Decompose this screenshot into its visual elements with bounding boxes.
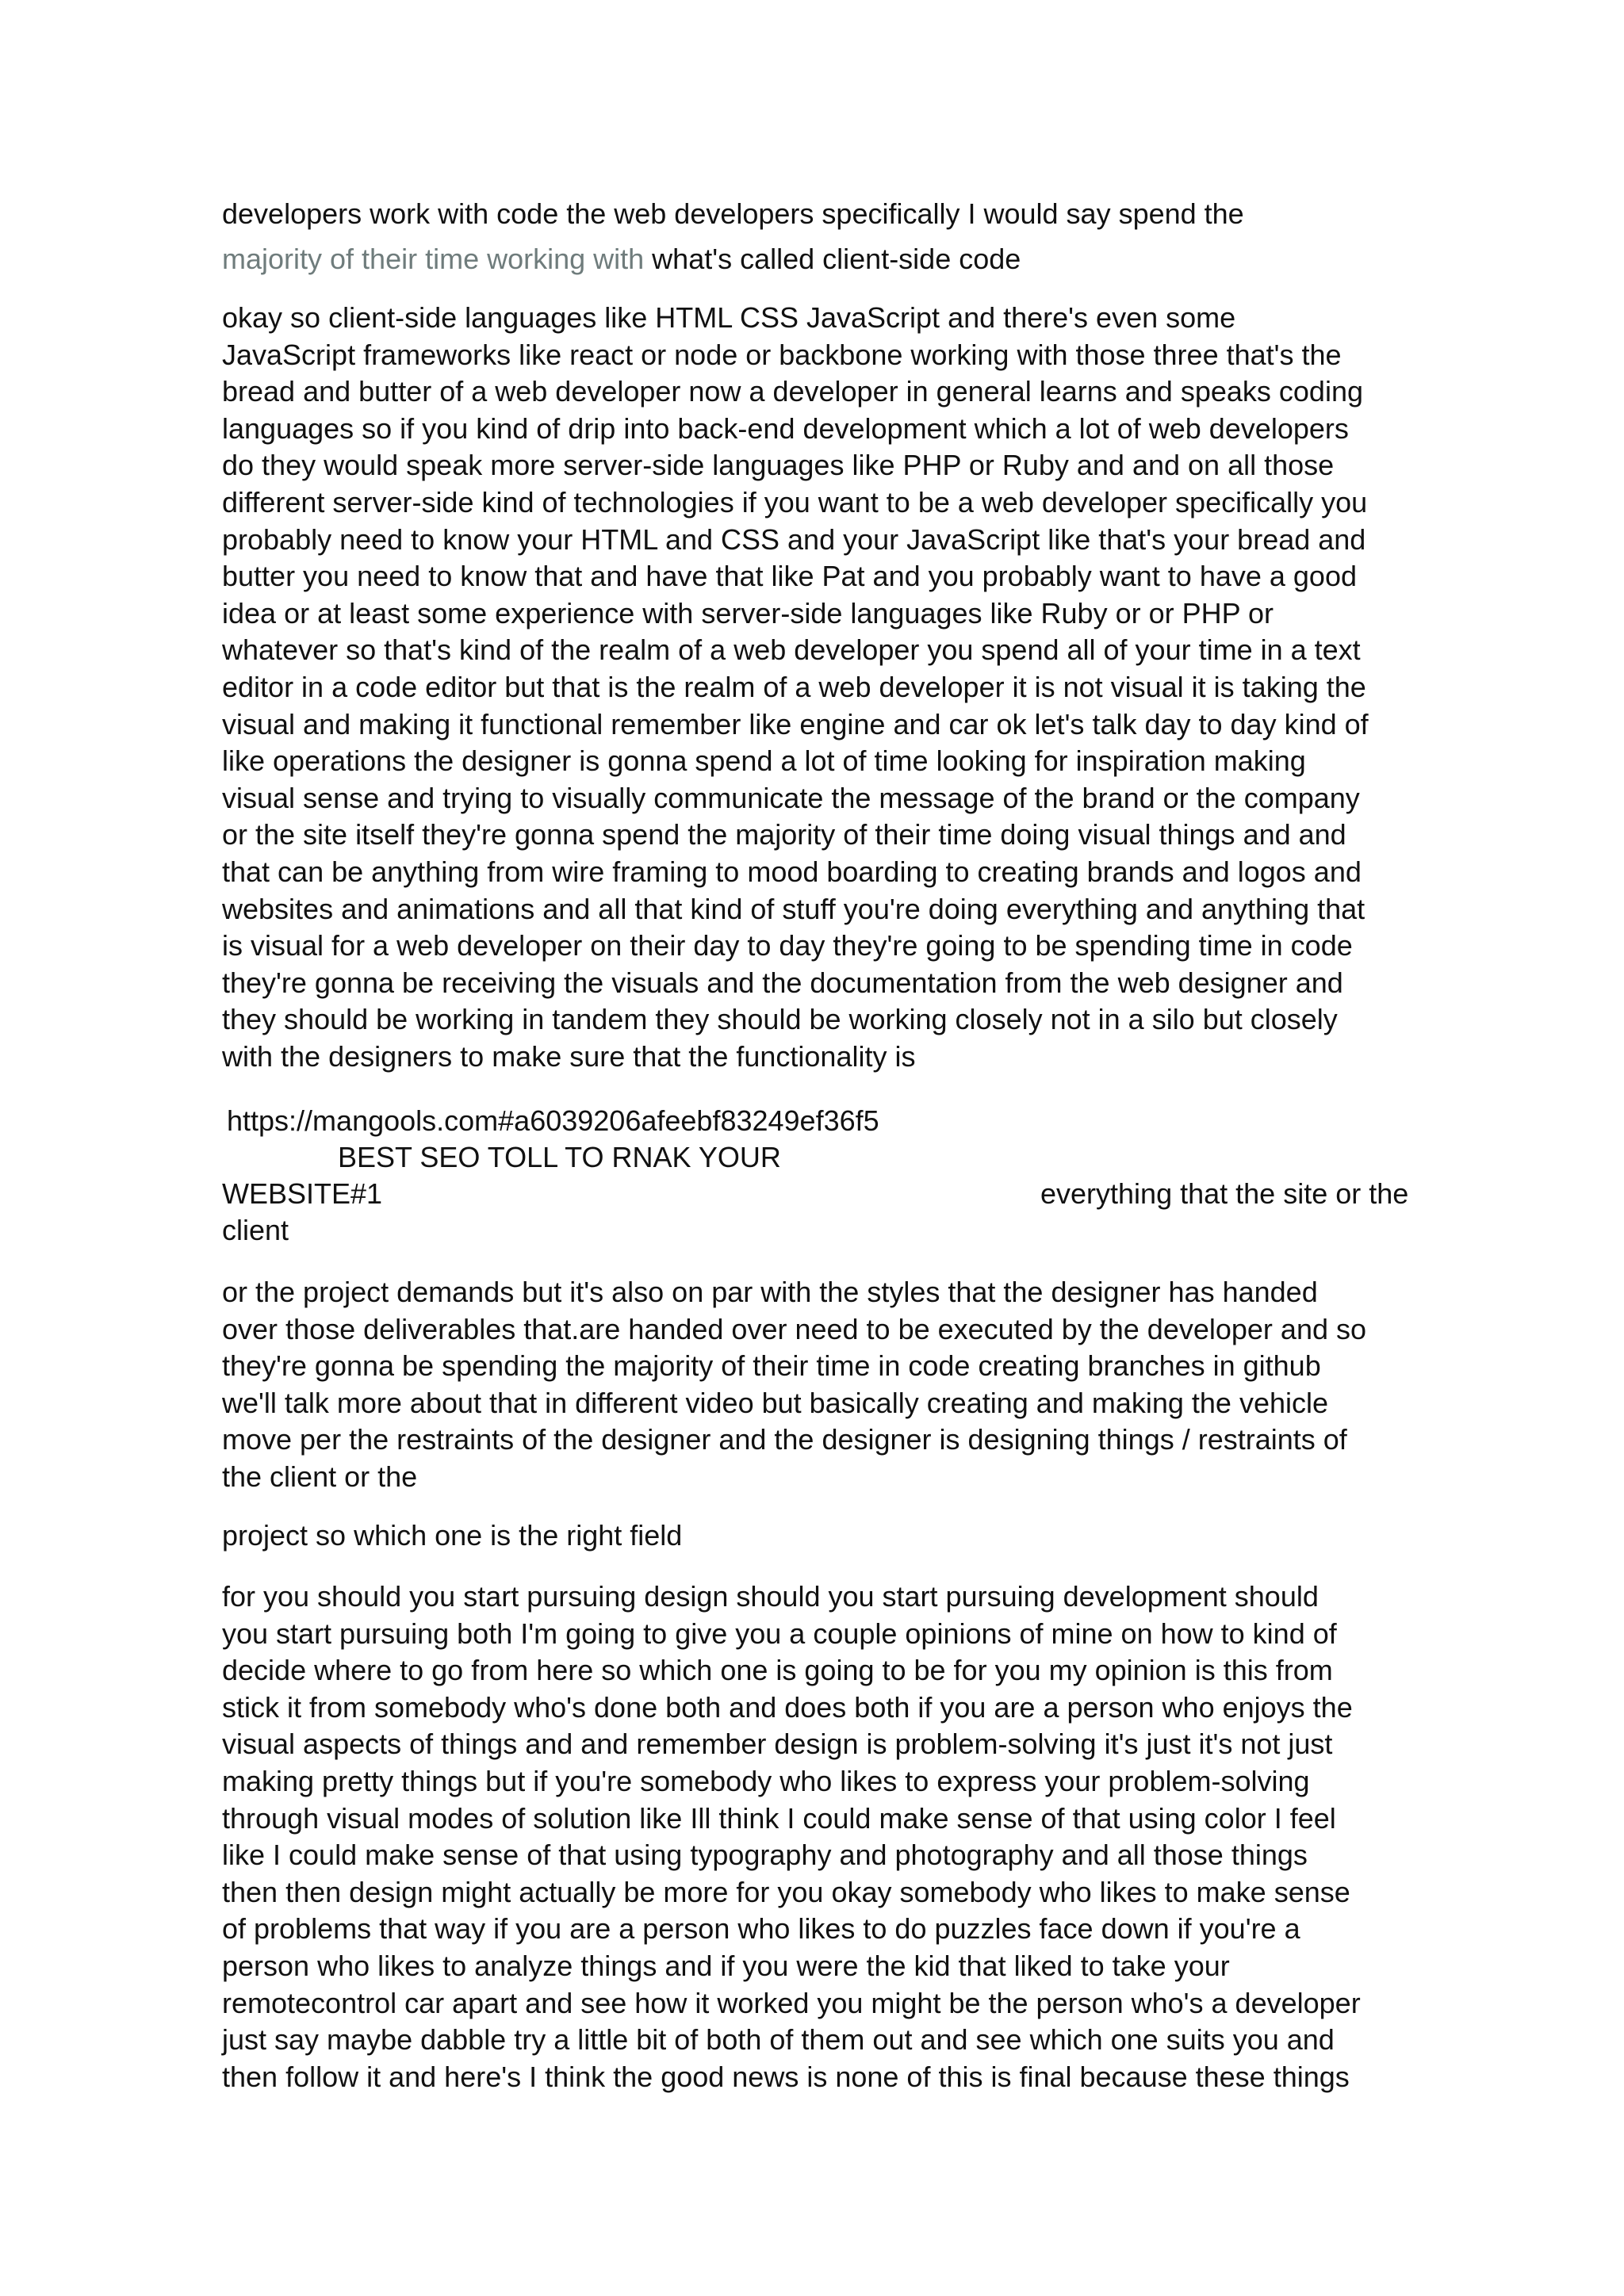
right-column-text: everything that the site or the bbox=[1040, 1177, 1409, 1210]
paragraph1-line: bread and butter of a web developer now a developer in general learns and speaks coding bbox=[222, 375, 1363, 408]
paragraph4-line: for you should you start pursuing design should you start pursuing development should bbox=[222, 1580, 1319, 1613]
url-text: https://mangools.com#a6039206afeebf83249ef36f5 bbox=[227, 1104, 879, 1137]
paragraph4-line: then follow it and here's I think the good news is none of this is final because these things bbox=[222, 2060, 1350, 2093]
paragraph1-line: do they would speak more server-side languages like PHP or Ruby and and on all those bbox=[222, 449, 1335, 482]
intro-line-1: developers work with code the web developers specifically I would say spend the bbox=[222, 197, 1244, 230]
paragraph1-line: okay so client-side languages like HTML CSS JavaScript and there's even some bbox=[222, 301, 1236, 334]
seo-heading-line-2: WEBSITE#1 bbox=[222, 1177, 383, 1210]
paragraph1-line: is visual for a web developer on their day to day they're going to be spending time in code bbox=[222, 929, 1353, 962]
paragraph1-line: visual sense and trying to visually communicate the message of the brand or the company bbox=[222, 781, 1360, 814]
paragraph4-line: decide where to go from here so which one is going to be for you my opinion is this from bbox=[222, 1654, 1333, 1687]
paragraph1-line: they should be working in tandem they should be working closely not in a silo but closely bbox=[222, 1003, 1338, 1036]
paragraph4-line: like I could make sense of that using typography and photography and all those things bbox=[222, 1839, 1308, 1872]
paragraph1-line: languages so if you kind of drip into back-end development which a lot of web developers bbox=[222, 411, 1349, 445]
paragraph1-line: like operations the designer is gonna spend a lot of time looking for inspiration making bbox=[222, 744, 1306, 778]
paragraph4-line: just say maybe dabble try a little bit of both of them out and see which one suits you and bbox=[222, 2023, 1335, 2057]
paragraph4-line: then then design might actually be more for you okay somebody who likes to make sense bbox=[222, 1875, 1350, 1908]
paragraph-2 bbox=[222, 1274, 1443, 1496]
paragraph4-line: making pretty things but if you're somebody who likes to express your problem-solving bbox=[222, 1764, 1310, 1797]
paragraph4-line: stick it from somebody who's done both and does both if you are a person who enjoys the bbox=[222, 1690, 1353, 1724]
paragraph1-line: whatever so that's kind of the realm of a web developer you spend all of your time in a text bbox=[222, 633, 1361, 667]
paragraph1-line: different server-side kind of technologies if you want to be a web developer specifically you bbox=[222, 485, 1368, 519]
paragraph-3 bbox=[222, 1517, 1443, 1555]
intro-muted-text: majority of their time working with bbox=[222, 242, 645, 275]
paragraph1-line: they're gonna be receiving the visuals and the documentation from the web designer and bbox=[222, 966, 1343, 999]
paragraph1-line: butter you need to know that and have that like Pat and you probably want to have a good bbox=[222, 560, 1357, 593]
paragraph1-line: that can be anything from wire framing to mood boarding to creating brands and logos and bbox=[222, 855, 1362, 888]
paragraph4-line: visual aspects of things and and remember design is problem-solving it's just it's not just bbox=[222, 1728, 1333, 1761]
paragraph-4 bbox=[222, 1578, 1443, 2095]
seo-heading-line-1: BEST SEO TOLL TO RNAK YOUR bbox=[338, 1141, 781, 1173]
intro-line-2 bbox=[222, 241, 1443, 278]
paragraph4-line: remotecontrol car apart and see how it worked you might be the person who's a developer bbox=[222, 1986, 1361, 2019]
paragraph1-line: editor in a code editor but that is the realm of a web developer it is not visual it is taking the bbox=[222, 670, 1366, 703]
paragraph1-line: visual and making it functional remember like engine and car ok let's talk day to day kind of bbox=[222, 707, 1369, 740]
intro-paragraph bbox=[222, 196, 1443, 277]
paragraph1-line: idea or at least some experience with server-side languages like Ruby or or PHP or bbox=[222, 596, 1274, 629]
paragraph2-line: they're gonna be spending the majority of their time in code creating branches in github bbox=[222, 1349, 1321, 1383]
paragraph4-line: through visual modes of solution like Ill think I could make sense of that using color I feel bbox=[222, 1801, 1336, 1835]
paragraph4-line: person who likes to analyze things and if you were the kid that liked to take your bbox=[222, 1949, 1230, 1982]
paragraph2-line: move per the restraints of the designer and the designer is designing things / restraints of bbox=[222, 1423, 1347, 1456]
paragraph-1 bbox=[222, 300, 1443, 1075]
paragraph1-line: or the site itself they're gonna spend the majority of their time doing visual things and and bbox=[222, 818, 1346, 851]
paragraph2-line: we'll talk more about that in different video but basically creating and making the vehicle bbox=[222, 1386, 1328, 1419]
paragraph1-line: probably need to know your HTML and CSS and your JavaScript like that's your bread and bbox=[222, 522, 1366, 556]
intro-rest-text: what's called client-side code bbox=[644, 242, 1021, 275]
paragraph-3-line: project so which one is the right field bbox=[222, 1519, 683, 1552]
paragraph1-line: websites and animations and all that kind of stuff you're doing everything and anything that bbox=[222, 892, 1365, 925]
paragraph2-line: or the project demands but it's also on par with the styles that the designer has handed bbox=[222, 1276, 1318, 1308]
paragraph2-line: over those deliverables that.are handed over need to be executed by the developer and so bbox=[222, 1312, 1367, 1345]
paragraph2-line: the client or the bbox=[222, 1460, 418, 1493]
paragraph4-line: of problems that way if you are a person who likes to do puzzles face down if you're a bbox=[222, 1912, 1300, 1946]
continuation-text: client bbox=[222, 1214, 289, 1246]
paragraph1-line: with the designers to make sure that the functionality is bbox=[222, 1039, 916, 1073]
paragraph1-line: JavaScript frameworks like react or node or backbone working with those three that's the bbox=[222, 338, 1342, 371]
paragraph4-line: you start pursuing both I'm going to give you a couple opinions of mine on how to kind of bbox=[222, 1617, 1337, 1650]
